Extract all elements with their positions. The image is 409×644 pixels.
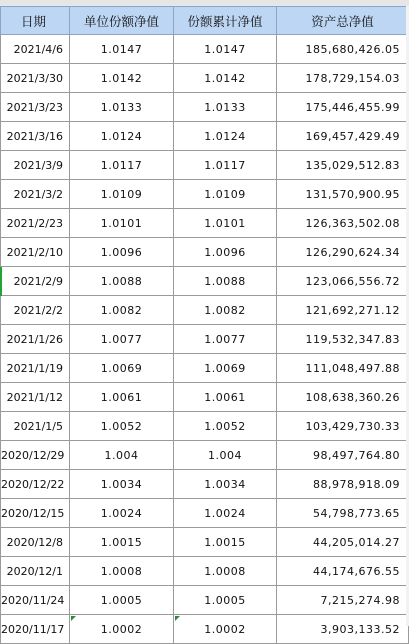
- cell-error-flag-icon: [71, 616, 76, 621]
- cell-total-assets[interactable]: 7,215,274.98: [277, 586, 409, 615]
- cell-total-assets[interactable]: 185,680,426.05: [277, 35, 409, 64]
- cell-date[interactable]: 2021/2/23: [1, 209, 70, 238]
- table-body: [1, 35, 409, 644]
- cell-unit-nav[interactable]: 1.0002: [70, 615, 174, 644]
- cell-unit-nav[interactable]: 1.0005: [70, 586, 174, 615]
- cell-date[interactable]: 2021/3/23: [1, 93, 70, 122]
- cell-cumulative-nav[interactable]: 1.0069: [174, 354, 277, 383]
- cell-unit-nav[interactable]: 1.0008: [70, 557, 174, 586]
- cell-unit-nav[interactable]: 1.0061: [70, 383, 174, 412]
- header-row: [1, 7, 409, 35]
- table-row: [1, 441, 409, 470]
- cell-cumulative-nav[interactable]: 1.0005: [174, 586, 277, 615]
- table-row: [1, 383, 409, 412]
- cell-date[interactable]: 2020/12/1: [1, 557, 70, 586]
- cell-date[interactable]: 2020/12/8: [1, 528, 70, 557]
- cell-date[interactable]: 2021/3/2: [1, 180, 70, 209]
- cell-unit-nav[interactable]: 1.0109: [70, 180, 174, 209]
- cell-unit-nav[interactable]: 1.0088: [70, 267, 174, 296]
- cell-date[interactable]: 2021/1/5: [1, 412, 70, 441]
- cell-unit-nav[interactable]: 1.0101: [70, 209, 174, 238]
- cell-unit-nav[interactable]: 1.0117: [70, 151, 174, 180]
- cell-unit-nav[interactable]: 1.0133: [70, 93, 174, 122]
- cell-total-assets[interactable]: 54,798,773.65: [277, 499, 409, 528]
- table-row: [1, 528, 409, 557]
- row-selection-indicator: [0, 267, 2, 296]
- cell-total-assets[interactable]: 119,532,347.83: [277, 325, 409, 354]
- cell-total-assets[interactable]: 131,570,900.95: [277, 180, 409, 209]
- table-row: [1, 122, 409, 151]
- table-row: [1, 35, 409, 64]
- cell-unit-nav[interactable]: 1.0024: [70, 499, 174, 528]
- cell-unit-nav[interactable]: 1.0052: [70, 412, 174, 441]
- cell-date[interactable]: 2020/12/15: [1, 499, 70, 528]
- cell-cumulative-nav[interactable]: 1.0034: [174, 470, 277, 499]
- cell-cumulative-nav[interactable]: 1.0101: [174, 209, 277, 238]
- cell-cumulative-nav[interactable]: 1.0077: [174, 325, 277, 354]
- cell-error-flag-icon: [175, 616, 180, 621]
- table-row: [1, 412, 409, 441]
- table-row: [1, 296, 409, 325]
- cell-cumulative-nav[interactable]: 1.0015: [174, 528, 277, 557]
- table-row: [1, 209, 409, 238]
- cell-unit-nav[interactable]: 1.0142: [70, 64, 174, 93]
- cell-total-assets[interactable]: 44,205,014.27: [277, 528, 409, 557]
- cell-date[interactable]: 2021/3/16: [1, 122, 70, 151]
- cell-cumulative-nav[interactable]: 1.0147: [174, 35, 277, 64]
- cell-total-assets[interactable]: 111,048,497.88: [277, 354, 409, 383]
- cell-total-assets[interactable]: 88,978,918.09: [277, 470, 409, 499]
- cell-total-assets[interactable]: 126,290,624.34: [277, 238, 409, 267]
- cell-cumulative-nav[interactable]: 1.0133: [174, 93, 277, 122]
- cell-cumulative-nav[interactable]: 1.0088: [174, 267, 277, 296]
- header-cumulative-nav[interactable]: 份额累计净值: [174, 7, 277, 35]
- cell-unit-nav[interactable]: 1.0015: [70, 528, 174, 557]
- cell-total-assets[interactable]: 126,363,502.08: [277, 209, 409, 238]
- cell-date[interactable]: 2020/11/17: [1, 615, 70, 644]
- cell-cumulative-nav[interactable]: 1.0052: [174, 412, 277, 441]
- cell-cumulative-nav[interactable]: 1.0008: [174, 557, 277, 586]
- cell-cumulative-nav[interactable]: 1.0124: [174, 122, 277, 151]
- cell-date[interactable]: 2020/12/29: [1, 441, 70, 470]
- cell-cumulative-nav[interactable]: 1.0024: [174, 499, 277, 528]
- cell-date[interactable]: 2021/1/19: [1, 354, 70, 383]
- header-date[interactable]: 日期: [1, 7, 70, 35]
- cell-total-assets[interactable]: 108,638,360.26: [277, 383, 409, 412]
- table-row: [1, 470, 409, 499]
- cell-cumulative-nav[interactable]: 1.0061: [174, 383, 277, 412]
- cell-total-assets[interactable]: 121,692,271.12: [277, 296, 409, 325]
- cell-unit-nav[interactable]: 1.0069: [70, 354, 174, 383]
- cell-date[interactable]: 2021/2/10: [1, 238, 70, 267]
- nav-table: [0, 6, 409, 644]
- cell-date[interactable]: 2021/3/30: [1, 64, 70, 93]
- table-row: [1, 151, 409, 180]
- cell-cumulative-nav[interactable]: 1.0082: [174, 296, 277, 325]
- cell-date[interactable]: 2020/12/22: [1, 470, 70, 499]
- table-row: [1, 238, 409, 267]
- cell-date[interactable]: 2021/1/26: [1, 325, 70, 354]
- cell-total-assets[interactable]: 123,066,556.72: [277, 267, 409, 296]
- cell-unit-nav[interactable]: 1.0077: [70, 325, 174, 354]
- cell-total-assets[interactable]: 178,729,154.03: [277, 64, 409, 93]
- table-row: [1, 557, 409, 586]
- cell-unit-nav[interactable]: 1.0034: [70, 470, 174, 499]
- table-row: [1, 499, 409, 528]
- cell-date[interactable]: 2021/1/12: [1, 383, 70, 412]
- cell-unit-nav[interactable]: 1.004: [70, 441, 174, 470]
- cell-total-assets[interactable]: 3,903,133.52: [277, 615, 409, 644]
- cell-total-assets[interactable]: 135,029,512.83: [277, 151, 409, 180]
- cell-unit-nav[interactable]: 1.0147: [70, 35, 174, 64]
- table-row: [1, 93, 409, 122]
- table-row: [1, 267, 409, 296]
- cell-cumulative-nav[interactable]: 1.0096: [174, 238, 277, 267]
- cell-unit-nav[interactable]: 1.0082: [70, 296, 174, 325]
- table-row: [1, 180, 409, 209]
- table-row: [1, 64, 409, 93]
- cell-cumulative-nav[interactable]: 1.0142: [174, 64, 277, 93]
- table-row: [1, 615, 409, 644]
- cell-date[interactable]: 2021/4/6: [1, 35, 70, 64]
- cell-total-assets[interactable]: 169,457,429.49: [277, 122, 409, 151]
- cell-cumulative-nav[interactable]: 1.004: [174, 441, 277, 470]
- table-row: [1, 354, 409, 383]
- table-row: [1, 325, 409, 354]
- cell-cumulative-nav[interactable]: 1.0117: [174, 151, 277, 180]
- cell-total-assets[interactable]: 175,446,455.99: [277, 93, 409, 122]
- header-total-assets[interactable]: 资产总净值: [277, 7, 409, 35]
- cell-date[interactable]: 2021/3/9: [1, 151, 70, 180]
- table-row: [1, 586, 409, 615]
- cell-total-assets[interactable]: 103,429,730.33: [277, 412, 409, 441]
- cell-total-assets[interactable]: 98,497,764.80: [277, 441, 409, 470]
- cell-unit-nav[interactable]: 1.0124: [70, 122, 174, 151]
- cell-date[interactable]: 2021/2/9: [1, 267, 70, 296]
- cell-cumulative-nav[interactable]: 1.0002: [174, 615, 277, 644]
- header-unit-nav[interactable]: 单位份额净值: [70, 7, 174, 35]
- cell-unit-nav[interactable]: 1.0096: [70, 238, 174, 267]
- cell-date[interactable]: 2020/11/24: [1, 586, 70, 615]
- cell-total-assets[interactable]: 44,174,676.55: [277, 557, 409, 586]
- cell-cumulative-nav[interactable]: 1.0109: [174, 180, 277, 209]
- cell-date[interactable]: 2021/2/2: [1, 296, 70, 325]
